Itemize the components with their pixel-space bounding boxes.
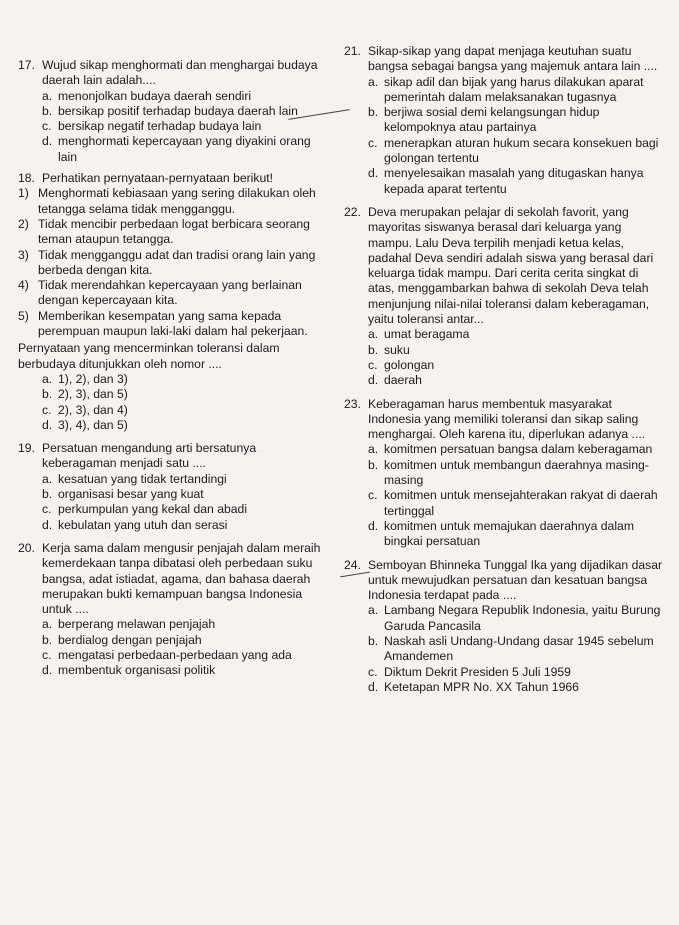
option-c[interactable]: c. golongan [368, 357, 435, 372]
statement-2: 2) Tidak mencibir perbedaan logat berbicara seorang teman ataupun tetangga. [18, 216, 310, 247]
option-d[interactable]: d. menghormati kepercayaan yang diyakini orang lain [42, 134, 311, 164]
statement-1: 1) Menghormati kebiasaan yang sering dilakukan oleh tetangga selama tidak mengganggu. [18, 186, 316, 216]
question-text: Wujud sikap menghormati dan menghargai budaya daerah lain adalah.... [42, 58, 318, 88]
option-a[interactable]: a. umat beragama [368, 327, 470, 342]
question-number: 18. [18, 171, 35, 186]
question-20 [18, 541, 328, 679]
question-number: 24. [344, 557, 361, 572]
option-b[interactable]: b. suku [368, 342, 410, 357]
question-text: Perhatikan pernyataan-pernyataan berikut! [42, 171, 274, 186]
option-c[interactable]: c. perkumpulan yang kekal dan abadi [42, 502, 248, 517]
option-b[interactable]: b. organisasi besar yang kuat [42, 487, 204, 502]
question-text: Sikap-sikap yang dapat menjaga keutuhan suatu bangsa sebagai bangsa yang majemuk antara lain .... [368, 44, 658, 74]
option-a[interactable]: a. menonjolkan budaya daerah sendiri [42, 88, 252, 103]
option-d[interactable]: d. Ketetapan MPR No. XX Tahun 1966 [368, 679, 579, 694]
option-d[interactable]: d. komitmen untuk memajukan daerahnya dalam bingkai persatuan [368, 518, 634, 549]
option-b[interactable]: b. berjiwa sosial demi kelangsungan hidup kelompoknya atau partainya [368, 105, 600, 135]
question-text: Persatuan mengandung arti bersatunya keberagaman menjadi satu .... [42, 441, 257, 471]
option-a[interactable]: a. komitmen persatuan bangsa dalam keberagaman [368, 442, 653, 457]
question-text: Deva merupakan pelajar di sekolah favorit, yang mayoritas siswanya berasal dari keluarga yang mampu. Lalu Deva terpilih menjadi ketua kelas, padahal Deva sendiri adalah siswa yang berasal dari keluarga tidak mampu. Dari cerita cerita singkat di atas, menggambarkan bahwa di sekolah Deva telah menjunjung nilai-nilai toleransi dalam keberagaman, yaitu toleransi antar... [368, 204, 654, 327]
option-c[interactable]: c. 2), 3), dan 4) [42, 402, 128, 417]
question-number: 20. [18, 540, 35, 555]
question-number: 19. [18, 441, 35, 456]
option-a[interactable]: a. 1), 2), dan 3) [42, 371, 128, 386]
option-d[interactable]: d. 3), 4), dan 5) [42, 417, 128, 432]
statement-3: 3) Tidak mengganggu adat dan tradisi orang lain yang berbeda dengan kita. [18, 247, 316, 277]
question-number: 22. [344, 204, 361, 219]
option-a[interactable]: a. berperang melawan penjajah [42, 617, 216, 632]
question-number: 21. [344, 44, 361, 58]
option-c[interactable]: c. mengatasi perbedaan-perbedaan yang ada [42, 647, 292, 662]
question-24 [344, 558, 666, 696]
option-c[interactable]: c. Diktum Dekrit Presiden 5 Juli 1959 [368, 664, 571, 679]
option-d[interactable]: d. kebulatan yang utuh dan serasi [42, 517, 228, 532]
question-23 [344, 397, 666, 550]
question-stem: Pernyataan yang mencerminkan toleransi dalam berbudaya ditunjukkan oleh nomor .... [18, 341, 280, 371]
option-b[interactable]: b. Naskah asli Undang-Undang dasar 1945 sebelum Amandemen [368, 633, 654, 664]
option-b[interactable]: b. berdialog dengan penjajah [42, 632, 202, 647]
question-text: Keberagaman harus membentuk masyarakat Indonesia yang memiliki toleransi dan sikap saling menghargai. Oleh karena itu, diperlukan adanya .... [368, 396, 646, 442]
option-a[interactable]: a. sikap adil dan bijak yang harus dilakukan aparat pemerintah dalam melaksanakan tugasnya [368, 74, 644, 104]
statement-5: 5) Memberikan kesempatan yang sama kepada perempuan maupun laki-laki dalam hal pekerjaan. [18, 308, 308, 339]
right-column [344, 44, 666, 695]
option-a[interactable]: a. kesatuan yang tidak tertandingi [42, 471, 227, 486]
question-18 [18, 171, 328, 433]
option-c[interactable]: c. komitmen untuk mensejahterakan rakyat di daerah tertinggal [368, 488, 658, 518]
question-text: Semboyan Bhinneka Tunggal Ika yang dijadikan dasar untuk mewujudkan persatuan dan kesatuan bangsa Indonesia terdapat pada .... [368, 557, 663, 603]
statement-4: 4) Tidak merendahkan kepercayaan yang berlainan dengan kepercayaan kita. [18, 278, 302, 308]
option-c[interactable]: c. menerapkan aturan hukum secara konsekuen bagi golongan tertentu [368, 135, 659, 166]
option-b[interactable]: b. 2), 3), dan 5) [42, 387, 128, 402]
question-number: 23. [344, 396, 361, 411]
question-22 [344, 205, 666, 389]
option-d[interactable]: d. membentuk organisasi politik [42, 663, 216, 678]
question-17 [18, 58, 328, 165]
option-b[interactable]: b. komitmen untuk membangun daerahnya masing-masing [368, 457, 649, 488]
option-a[interactable]: a. Lambang Negara Republik Indonesia, yaitu Burung Garuda Pancasila [368, 603, 661, 633]
question-number: 17. [18, 58, 35, 72]
question-19 [18, 441, 328, 533]
option-c[interactable]: c. bersikap negatif terhadap budaya lain [42, 119, 262, 134]
left-column [18, 58, 328, 679]
question-text: Kerja sama dalam mengusir penjajah dalam meraih kemerdekaan tanpa dibatasi oleh perbedaan suku bangsa, adat istiadat, agama, dan bahasa daerah merupakan bukti kemampuan bangsa Indonesia untuk .... [42, 540, 321, 617]
option-d[interactable]: d. menyelesaikan masalah yang ditugaskan hanya kepada aparat tertentu [368, 166, 644, 196]
option-d[interactable]: d. daerah [368, 373, 422, 388]
question-21 [344, 44, 666, 197]
option-b[interactable]: b. bersikap positif terhadap budaya daerah lain [42, 103, 298, 118]
